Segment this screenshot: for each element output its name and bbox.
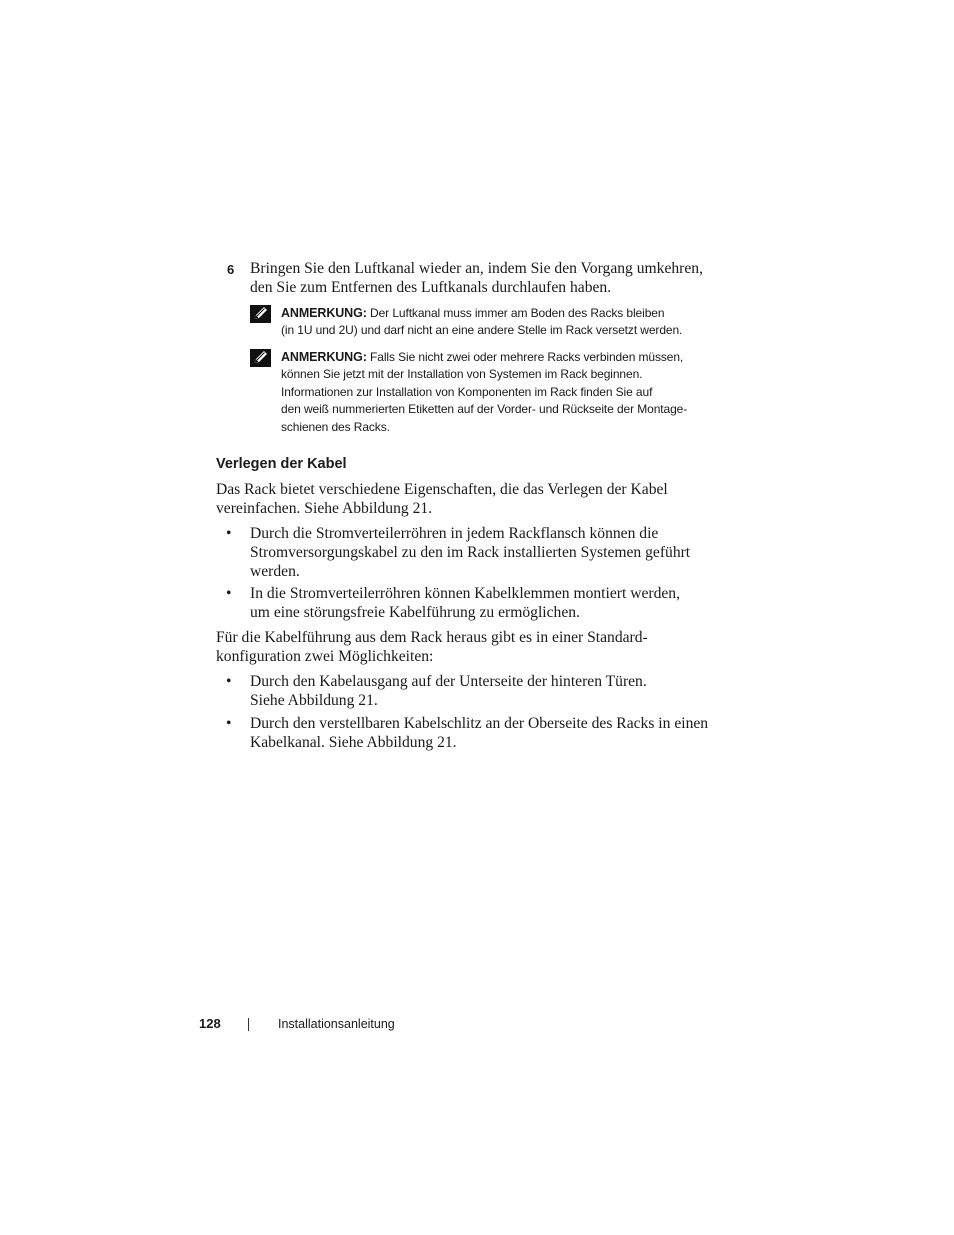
bullet-item (250, 672, 720, 710)
note-line: können Sie jetzt mit der Installation von Systemen im Rack beginnen. (281, 367, 643, 382)
note-text (281, 305, 721, 340)
bullet-line: In die Stromverteilerröhren können Kabelklemmen montiert werden, (250, 585, 680, 602)
step-number: 6 (227, 262, 235, 277)
bullet-line: Durch den Kabelausgang auf der Unterseite der hinteren Türen. (250, 673, 647, 690)
bullet-line: Siehe Abbildung 21. (250, 692, 378, 709)
note-label: ANMERKUNG: (281, 306, 367, 320)
step-text (250, 259, 720, 297)
step-text-line: den Sie zum Entfernen des Luftkanals durchlaufen haben. (250, 279, 612, 296)
paragraph-line: vereinfachen. Siehe Abbildung 21. (216, 500, 433, 517)
paragraph-line: konfiguration zwei Möglichkeiten: (216, 648, 434, 665)
bullet-symbol: • (226, 715, 232, 732)
footer-title: Installationsanleitung (278, 1017, 395, 1031)
note-line (281, 349, 721, 366)
bullet-line: Durch den verstellbaren Kabelschlitz an der Oberseite des Racks in einen (250, 715, 709, 732)
paragraph-line: Das Rack bietet verschiedene Eigenschaften, die das Verlegen der Kabel (216, 481, 668, 498)
note-line: den weiß nummerierten Etiketten auf der Vorder- und Rückseite der Montage- (281, 402, 688, 417)
paragraph-line: Für die Kabelführung aus dem Rack heraus gibt es in einer Standard- (216, 629, 648, 646)
bullet-line: Durch die Stromverteilerröhren in jedem Rackflansch können die (250, 525, 659, 542)
note-text (281, 349, 721, 436)
note-line: (in 1U und 2U) und darf nicht an eine andere Stelle im Rack versetzt werden. (281, 323, 683, 338)
step-text-line: Bringen Sie den Luftkanal wieder an, indem Sie den Vorgang umkehren, (250, 260, 703, 277)
bullet-line: werden. (250, 563, 300, 580)
note-line (281, 305, 721, 322)
footer-separator (248, 1018, 249, 1031)
bullet-line: um eine störungsfreie Kabelführung zu ermöglichen. (250, 604, 580, 621)
section-heading: Verlegen der Kabel (216, 456, 347, 472)
note-label: ANMERKUNG: (281, 350, 367, 364)
bullet-symbol: • (226, 585, 232, 602)
bullet-item (250, 714, 720, 752)
bullet-item (250, 584, 720, 622)
bullet-item (250, 524, 720, 581)
bullet-line: Stromversorgungskabel zu den im Rack installierten Systemen geführt (250, 544, 691, 561)
intro-paragraph (216, 480, 716, 518)
cable-exit-paragraph (216, 628, 716, 666)
bullet-symbol: • (226, 673, 232, 690)
note-pencil-icon (250, 349, 271, 367)
bullet-line: Kabelkanal. Siehe Abbildung 21. (250, 734, 457, 751)
page-number: 128 (199, 1016, 221, 1031)
note-line: schienen des Racks. (281, 419, 390, 434)
bullet-symbol: • (226, 525, 232, 542)
note-line-text: Falls Sie nicht zwei oder mehrere Racks verbinden müssen, (366, 350, 684, 364)
note-pencil-icon (250, 305, 271, 323)
note-line: Informationen zur Installation von Komponenten im Rack finden Sie auf (281, 384, 653, 399)
note-line-text: Der Luftkanal muss immer am Boden des Racks bleiben (366, 306, 665, 320)
